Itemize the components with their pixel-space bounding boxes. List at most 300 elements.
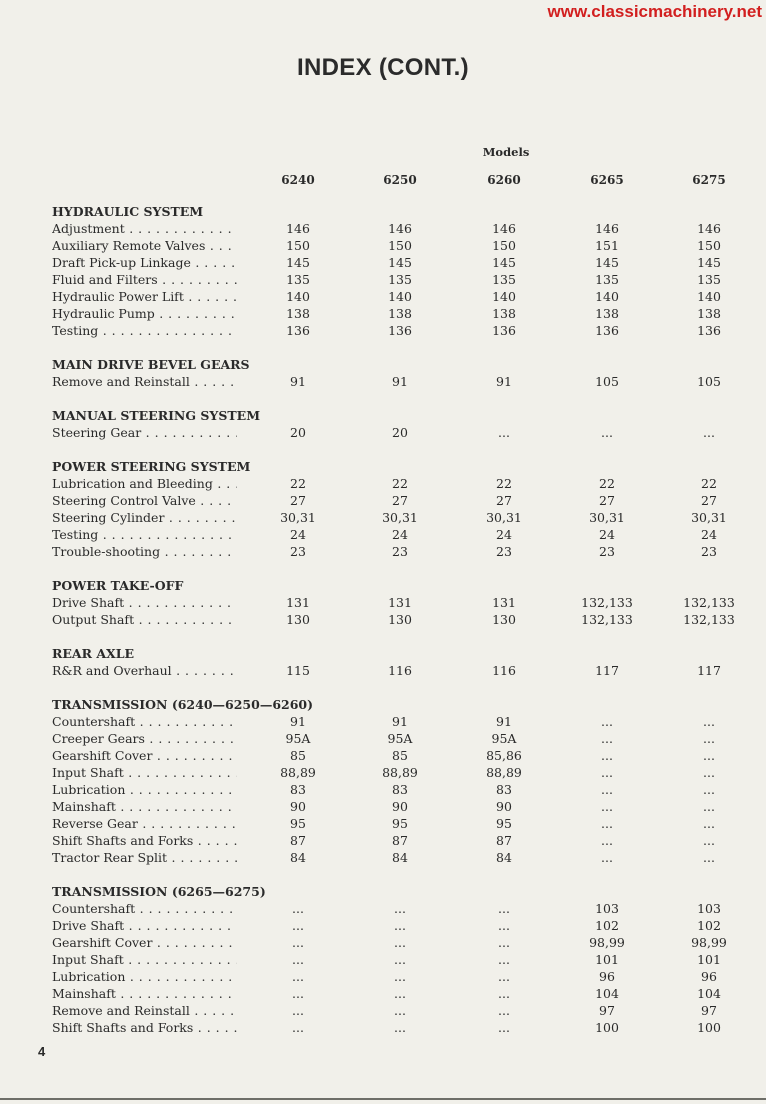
index-row	[0, 781, 766, 798]
page-ref-6260: 88,89	[486, 765, 522, 780]
page-ref-6260: ...	[498, 425, 510, 440]
section-spacer	[0, 628, 766, 645]
index-row	[0, 934, 766, 951]
page-ref-6250: 90	[392, 799, 408, 814]
page-ref-6275: 101	[697, 952, 721, 967]
page-ref-6250: 145	[388, 255, 412, 270]
page-ref-6240: ...	[292, 935, 304, 950]
page-ref-6240: 131	[286, 595, 310, 610]
page-ref-6265: 100	[595, 1020, 619, 1035]
entry-label	[52, 288, 237, 305]
page-ref-6265: ...	[601, 799, 613, 814]
entry-label-text: Creeper Gears	[52, 731, 145, 746]
page-ref-6240: 95	[290, 816, 306, 831]
page-ref-6240: ...	[292, 918, 304, 933]
page-ref-6265: 96	[599, 969, 615, 984]
page-ref-6260: 91	[496, 714, 512, 729]
index-row	[0, 815, 766, 832]
page-ref-6275: 135	[697, 272, 721, 287]
entry-label	[52, 730, 237, 747]
page-ref-6240: 87	[290, 833, 306, 848]
index-row	[0, 526, 766, 543]
entry-label	[52, 662, 237, 679]
page-ref-6260: 84	[496, 850, 512, 865]
models-label: Models	[482, 145, 530, 159]
index-table	[0, 203, 766, 1036]
entry-label	[52, 509, 237, 526]
page-ref-6265: ...	[601, 782, 613, 797]
entry-label	[52, 475, 237, 492]
page-ref-6240: 91	[290, 374, 306, 389]
page-ref-6240: ...	[292, 969, 304, 984]
page-ref-6260: ...	[498, 1003, 510, 1018]
website-watermark: www.classicmachinery.net	[547, 2, 762, 21]
page-ref-6260: ...	[498, 986, 510, 1001]
model-header-6240: 6240	[281, 173, 315, 187]
page-ref-6250: 83	[392, 782, 408, 797]
page-ref-6250: ...	[394, 986, 406, 1001]
page-ref-6275: 98,99	[691, 935, 727, 950]
page-ref-6265: 145	[595, 255, 619, 270]
entry-label-text: Remove and Reinstall	[52, 374, 190, 389]
page-ref-6260: 83	[496, 782, 512, 797]
page-ref-6250: 20	[392, 425, 408, 440]
page-ref-6250: 150	[388, 238, 412, 253]
page-ref-6240: ...	[292, 1003, 304, 1018]
index-section	[0, 407, 766, 458]
index-section	[0, 458, 766, 577]
page-ref-6260: 24	[496, 527, 512, 542]
index-row	[0, 220, 766, 237]
page-ref-6275: 104	[697, 986, 721, 1001]
entry-label-text: Shift Shafts and Forks	[52, 833, 194, 848]
page-ref-6250: 130	[388, 612, 412, 627]
page-ref-6275: ...	[703, 748, 715, 763]
page-ref-6275: 150	[697, 238, 721, 253]
page-ref-6260: ...	[498, 935, 510, 950]
entry-label-text: Fluid and Filters	[52, 272, 158, 287]
page-ref-6275: 146	[697, 221, 721, 236]
entry-label-text: Testing	[52, 323, 99, 338]
entry-label-text: Steering Cylinder	[52, 510, 165, 525]
page-ref-6250: 138	[388, 306, 412, 321]
section-title: TRANSMISSION (6240—6250—6260)	[52, 697, 314, 712]
page-ref-6240: 138	[286, 306, 310, 321]
page-ref-6260: 116	[492, 663, 516, 678]
entry-label-text: Shift Shafts and Forks	[52, 1020, 194, 1035]
page-ref-6265: 132,133	[581, 612, 633, 627]
index-section	[0, 577, 766, 645]
index-row	[0, 373, 766, 390]
page-ref-6250: 24	[392, 527, 408, 542]
entry-label	[52, 611, 237, 628]
page-ref-6240: 146	[286, 221, 310, 236]
index-section	[0, 356, 766, 407]
index-row	[0, 288, 766, 305]
page-ref-6265: 140	[595, 289, 619, 304]
page-ref-6275: ...	[703, 765, 715, 780]
page-ref-6260: 90	[496, 799, 512, 814]
index-row	[0, 254, 766, 271]
page-ref-6275: 138	[697, 306, 721, 321]
page-ref-6250: ...	[394, 918, 406, 933]
page-ref-6250: 87	[392, 833, 408, 848]
page-ref-6275: 22	[701, 476, 717, 491]
entry-label	[52, 815, 237, 832]
section-title: MANUAL STEERING SYSTEM	[52, 408, 261, 423]
section-spacer	[0, 866, 766, 883]
page-ref-6265: 105	[595, 374, 619, 389]
page-ref-6240: 24	[290, 527, 306, 542]
page-ref-6250: 23	[392, 544, 408, 559]
page-ref-6250: ...	[394, 901, 406, 916]
page-ref-6250: 135	[388, 272, 412, 287]
section-title: POWER STEERING SYSTEM	[52, 459, 251, 474]
entry-label-text: Gearshift Cover	[52, 935, 153, 950]
page-ref-6250: 91	[392, 374, 408, 389]
entry-label-text: Input Shaft	[52, 952, 124, 967]
page-ref-6240: ...	[292, 901, 304, 916]
page-ref-6275: 140	[697, 289, 721, 304]
entry-label	[52, 492, 237, 509]
index-row	[0, 730, 766, 747]
entry-label	[52, 1002, 237, 1019]
page-ref-6275: ...	[703, 425, 715, 440]
page-ref-6240: 20	[290, 425, 306, 440]
entry-label-text: Input Shaft	[52, 765, 124, 780]
page-ref-6275: 97	[701, 1003, 717, 1018]
index-row	[0, 917, 766, 934]
entry-label-text: Gearshift Cover	[52, 748, 153, 763]
index-section	[0, 696, 766, 883]
page-ref-6250: 88,89	[382, 765, 418, 780]
page-ref-6260: 135	[492, 272, 516, 287]
page-ref-6260: 27	[496, 493, 512, 508]
page-ref-6275: 132,133	[683, 595, 735, 610]
page-ref-6250: ...	[394, 952, 406, 967]
page-ref-6265: 146	[595, 221, 619, 236]
page-ref-6265: 102	[595, 918, 619, 933]
page-number: 4	[38, 1044, 46, 1059]
page-ref-6275: 117	[697, 663, 721, 678]
page-ref-6250: 146	[388, 221, 412, 236]
page-ref-6250: 27	[392, 493, 408, 508]
index-section	[0, 645, 766, 696]
entry-label-text: Drive Shaft	[52, 595, 125, 610]
entry-label	[52, 951, 237, 968]
page-ref-6260: ...	[498, 901, 510, 916]
page-ref-6265: 98,99	[589, 935, 625, 950]
entry-label	[52, 934, 237, 951]
page-ref-6275: 23	[701, 544, 717, 559]
section-title: MAIN DRIVE BEVEL GEARS	[52, 357, 250, 372]
page-ref-6265: 24	[599, 527, 615, 542]
entry-label-text: Countershaft	[52, 901, 136, 916]
page-ref-6250: ...	[394, 969, 406, 984]
index-row	[0, 832, 766, 849]
index-row	[0, 985, 766, 1002]
page-ref-6265: 132,133	[581, 595, 633, 610]
page-ref-6240: 22	[290, 476, 306, 491]
page-ref-6240: 136	[286, 323, 310, 338]
entry-label	[52, 526, 237, 543]
page-ref-6260: ...	[498, 952, 510, 967]
entry-label	[52, 713, 237, 730]
page-ref-6240: 130	[286, 612, 310, 627]
entry-label	[52, 373, 237, 390]
model-header-6250: 6250	[383, 173, 417, 187]
page-ref-6265: 23	[599, 544, 615, 559]
index-row	[0, 424, 766, 441]
page-ref-6265: 151	[595, 238, 619, 253]
section-title: HYDRAULIC SYSTEM	[52, 204, 204, 219]
page-ref-6260: 91	[496, 374, 512, 389]
entry-label	[52, 237, 237, 254]
page-ref-6265: ...	[601, 425, 613, 440]
index-section	[0, 883, 766, 1036]
page-ref-6240: 115	[286, 663, 310, 678]
index-row	[0, 237, 766, 254]
page-ref-6265: 101	[595, 952, 619, 967]
page-ref-6265: 103	[595, 901, 619, 916]
section-spacer	[0, 339, 766, 356]
entry-label	[52, 271, 237, 288]
index-row	[0, 611, 766, 628]
page-ref-6250: 136	[388, 323, 412, 338]
page-ref-6265: 117	[595, 663, 619, 678]
section-spacer	[0, 560, 766, 577]
entry-label	[52, 1019, 237, 1036]
page-ref-6275: 27	[701, 493, 717, 508]
page-ref-6240: 91	[290, 714, 306, 729]
page-ref-6250: 84	[392, 850, 408, 865]
page-ref-6275: 145	[697, 255, 721, 270]
entry-label-text: Hydraulic Power Lift	[52, 289, 184, 304]
entry-label-text: Trouble-shooting	[52, 544, 161, 559]
entry-label-text: Mainshaft	[52, 986, 116, 1001]
page-ref-6250: 116	[388, 663, 412, 678]
section-spacer	[0, 390, 766, 407]
page-ref-6250: ...	[394, 1003, 406, 1018]
index-row	[0, 322, 766, 339]
page-ref-6240: 140	[286, 289, 310, 304]
models-header-row	[0, 173, 766, 189]
section-spacer	[0, 679, 766, 696]
page-ref-6240: 135	[286, 272, 310, 287]
page-ref-6275: ...	[703, 731, 715, 746]
index-row	[0, 798, 766, 815]
page-ref-6260: 30,31	[486, 510, 522, 525]
entry-label	[52, 747, 237, 764]
index-row	[0, 1019, 766, 1036]
page-ref-6260: 85,86	[486, 748, 522, 763]
entry-label-text: Lubrication and Bleeding	[52, 476, 213, 491]
page-ref-6265: 22	[599, 476, 615, 491]
entry-label-text: Testing	[52, 527, 99, 542]
entry-label	[52, 985, 237, 1002]
entry-label	[52, 968, 237, 985]
entry-label-text: Draft Pick-up Linkage	[52, 255, 191, 270]
entry-label	[52, 322, 237, 339]
page-ref-6250: 30,31	[382, 510, 418, 525]
page-ref-6260: ...	[498, 969, 510, 984]
page-ref-6275: 105	[697, 374, 721, 389]
entry-label-text: Mainshaft	[52, 799, 116, 814]
index-row	[0, 713, 766, 730]
page-ref-6240: 145	[286, 255, 310, 270]
bottom-divider	[0, 1098, 766, 1100]
entry-label	[52, 543, 237, 560]
entry-label-text: Remove and Reinstall	[52, 1003, 190, 1018]
model-header-6260: 6260	[487, 173, 521, 187]
index-row	[0, 849, 766, 866]
page-ref-6275: ...	[703, 799, 715, 814]
entry-label	[52, 220, 237, 237]
entry-label-text: Auxiliary Remote Valves	[52, 238, 206, 253]
page-ref-6275: 100	[697, 1020, 721, 1035]
page-ref-6275: 103	[697, 901, 721, 916]
entry-label-text: Lubrication	[52, 969, 126, 984]
page-ref-6275: ...	[703, 782, 715, 797]
page-ref-6260: 146	[492, 221, 516, 236]
page-ref-6260: 22	[496, 476, 512, 491]
entry-label	[52, 764, 237, 781]
page-ref-6250: 95	[392, 816, 408, 831]
page-ref-6240: 30,31	[280, 510, 316, 525]
page-ref-6260: 136	[492, 323, 516, 338]
page-ref-6240: 88,89	[280, 765, 316, 780]
page-ref-6265: 104	[595, 986, 619, 1001]
entry-label-text: Hydraulic Pump	[52, 306, 155, 321]
page-title: INDEX (CONT.)	[297, 54, 469, 81]
index-section	[0, 203, 766, 356]
page-ref-6240: 85	[290, 748, 306, 763]
page-ref-6250: 95A	[387, 731, 413, 746]
page-ref-6275: 30,31	[691, 510, 727, 525]
section-title: REAR AXLE	[52, 646, 135, 661]
page-ref-6265: 138	[595, 306, 619, 321]
entry-label-text: R&R and Overhaul	[52, 663, 172, 678]
section-spacer	[0, 441, 766, 458]
entry-label	[52, 900, 237, 917]
page-ref-6275: ...	[703, 850, 715, 865]
page-ref-6275: ...	[703, 833, 715, 848]
page-ref-6265: ...	[601, 816, 613, 831]
page-ref-6265: 135	[595, 272, 619, 287]
index-row	[0, 509, 766, 526]
entry-label-text: Tractor Rear Split	[52, 850, 168, 865]
page-ref-6250: 85	[392, 748, 408, 763]
index-row	[0, 305, 766, 322]
page-ref-6240: 90	[290, 799, 306, 814]
entry-label	[52, 424, 237, 441]
page-ref-6265: ...	[601, 833, 613, 848]
page-ref-6260: 145	[492, 255, 516, 270]
entry-label	[52, 832, 237, 849]
page-ref-6260: 138	[492, 306, 516, 321]
page-ref-6265: 30,31	[589, 510, 625, 525]
page-ref-6240: 150	[286, 238, 310, 253]
entry-label-text: Drive Shaft	[52, 918, 125, 933]
section-title: TRANSMISSION (6265—6275)	[52, 884, 266, 899]
index-row	[0, 543, 766, 560]
page-ref-6275: ...	[703, 816, 715, 831]
index-row	[0, 764, 766, 781]
index-row	[0, 492, 766, 509]
page-ref-6250: 91	[392, 714, 408, 729]
page-ref-6240: ...	[292, 952, 304, 967]
page-ref-6275: 132,133	[683, 612, 735, 627]
entry-label-text: Output Shaft	[52, 612, 135, 627]
index-row	[0, 662, 766, 679]
entry-label	[52, 254, 237, 271]
entry-label	[52, 305, 237, 322]
entry-label-text: Adjustment	[52, 221, 125, 236]
page-ref-6260: 150	[492, 238, 516, 253]
page-ref-6260: ...	[498, 918, 510, 933]
page-ref-6265: ...	[601, 850, 613, 865]
index-row	[0, 475, 766, 492]
page-ref-6250: ...	[394, 1020, 406, 1035]
page-ref-6260: 87	[496, 833, 512, 848]
index-row	[0, 594, 766, 611]
entry-label-text: Steering Control Valve	[52, 493, 196, 508]
model-header-6265: 6265	[590, 173, 624, 187]
page-ref-6240: 27	[290, 493, 306, 508]
page-ref-6260: 23	[496, 544, 512, 559]
entry-label	[52, 798, 237, 815]
page-ref-6250: 22	[392, 476, 408, 491]
entry-label	[52, 917, 237, 934]
page-ref-6260: 131	[492, 595, 516, 610]
model-header-6275: 6275	[692, 173, 726, 187]
entry-label-text: Reverse Gear	[52, 816, 138, 831]
page-ref-6265: ...	[601, 765, 613, 780]
page-ref-6265: 97	[599, 1003, 615, 1018]
entry-label-text: Countershaft	[52, 714, 136, 729]
page-ref-6265: 27	[599, 493, 615, 508]
index-row	[0, 968, 766, 985]
page-ref-6250: 131	[388, 595, 412, 610]
page-ref-6275: 102	[697, 918, 721, 933]
page-ref-6260: 95	[496, 816, 512, 831]
page-ref-6265: 136	[595, 323, 619, 338]
index-row	[0, 1002, 766, 1019]
page-ref-6275: ...	[703, 714, 715, 729]
entry-label-text: Lubrication	[52, 782, 126, 797]
index-row	[0, 951, 766, 968]
page-ref-6240: 84	[290, 850, 306, 865]
page-ref-6275: 96	[701, 969, 717, 984]
entry-label-text: Steering Gear	[52, 425, 142, 440]
page-ref-6240: 95A	[285, 731, 311, 746]
index-row	[0, 900, 766, 917]
entry-label	[52, 594, 237, 611]
page-ref-6275: 136	[697, 323, 721, 338]
page-ref-6240: ...	[292, 1020, 304, 1035]
page-ref-6240: ...	[292, 986, 304, 1001]
page-ref-6250: 140	[388, 289, 412, 304]
page-ref-6240: 83	[290, 782, 306, 797]
page-ref-6260: ...	[498, 1020, 510, 1035]
index-row	[0, 747, 766, 764]
page-ref-6265: ...	[601, 731, 613, 746]
section-title: POWER TAKE-OFF	[52, 578, 184, 593]
page-ref-6260: 140	[492, 289, 516, 304]
page-ref-6260: 130	[492, 612, 516, 627]
page-ref-6275: 24	[701, 527, 717, 542]
entry-label	[52, 781, 237, 798]
